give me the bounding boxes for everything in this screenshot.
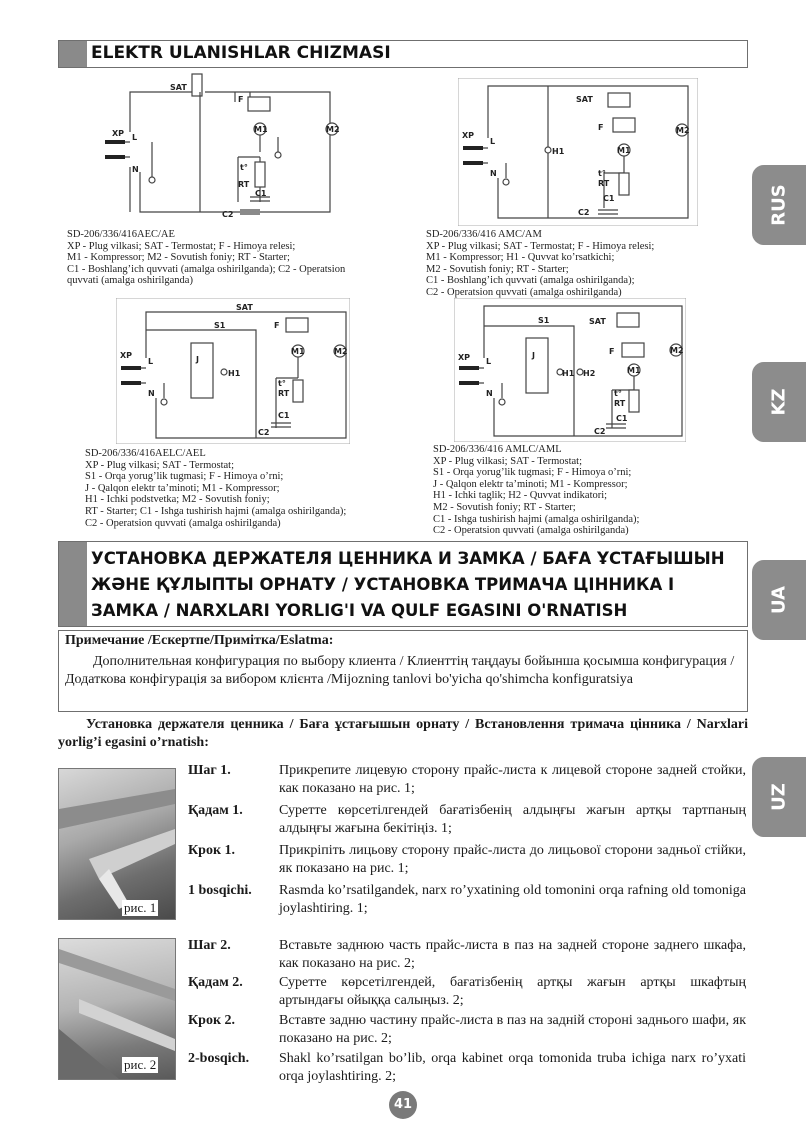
step-label: Шаг 2. <box>188 938 231 953</box>
svg-text:J: J <box>196 355 199 364</box>
svg-text:N: N <box>132 165 139 174</box>
svg-text:L: L <box>490 137 496 146</box>
svg-text:H1: H1 <box>228 369 241 378</box>
step-text: Вставте задню частину прайс-листа в паз на задній стороні заднього шафи, як показано на рис. 2; <box>279 1013 746 1046</box>
svg-text:H2: H2 <box>583 369 596 378</box>
svg-text:RT: RT <box>598 179 610 188</box>
tab-uz[interactable]: UZ <box>752 757 806 837</box>
svg-text:H1: H1 <box>562 369 575 378</box>
step-text: Прикріпіть лицьову сторону прайс-листа до лицьової сторони задньої стійки, як показано на рис. 1; <box>279 843 746 876</box>
diagram-caption-amc: SD-206/336/416 AMC/AM XP - Plug vilkasi; SAT - Termostat; F - Himoya relesi; M1 - Kompressor; H1 - Quvvat ko’rsatkichi; M2 - Sovutish foniy; RT - Starter; C1 - Boshlang’ich quvvati (amalga oshirilganda); C2 - Operatsion quvvati (amalga oshirilganda) <box>426 229 655 298</box>
svg-text:SAT: SAT <box>589 317 606 326</box>
svg-text:N: N <box>490 169 497 178</box>
svg-text:C2: C2 <box>258 428 270 437</box>
figure-2-photo <box>58 938 176 1080</box>
svg-text:C1: C1 <box>278 411 290 420</box>
svg-text:M2: M2 <box>334 347 348 356</box>
diagram-caption-amlc: SD-206/336/416 AMLC/AML XP - Plug vilkasi; SAT - Termostat; S1 - Orqa yorug’lik tugmasi; F - Himoya o’rni; J - Qalqon elektr ta’minoti; M1 - Kompressor; H1 - Ichki taglik; H2 - Quvvat indikatori; M2 - Sovutish foniy; RT - Starter; C1 - Ishga tushirish hajmi (amalga oshirilganda); C2 - Operatsion quvvati (amalga oshirilganda) <box>433 444 640 537</box>
svg-text:F: F <box>238 95 244 104</box>
wiring-diagram-amc <box>458 78 698 226</box>
figure-2-caption: рис. 2 <box>124 1057 157 1072</box>
step-text: Shakl ko’rsatilgan bo’lib, orqa kabinet orqa tomonida truba ichiga narx ro’yxati orqa joylashtiring. 2; <box>279 1051 746 1084</box>
step-label: Шаг 1. <box>188 763 231 778</box>
section-title-price-holder: УСТАНОВКА ДЕРЖАТЕЛЯ ЦЕННИКА И ЗАМКА / БАҒА ҰСТАҒЫШЫН ЖӘНЕ ҚҰЛЫПТЫ ОРНАТУ / УСТАНОВКА ТРИМАЧА ЦІННИКА І ЗАМКА / NARXLARI YORLIG'I VA QULF EGASINI O'RNATISH <box>91 549 725 620</box>
step-text: Rasmda ko’rsatilgandek, narx ro’yxatining old tomonini orqa rafning old tomoniga joylashtiring. 1; <box>279 883 746 916</box>
note-text: Дополнительная конфигурация по выбору клиента / Клиенттің таңдауы бойынша қосымша конфигурация / Додаткова конфігурація за вибором клієнта /Mijozning tanlovi bo'yicha qo'shimcha konfiguratsiya <box>65 654 735 687</box>
svg-text:SAT: SAT <box>576 95 593 104</box>
svg-text:SAT: SAT <box>170 83 187 92</box>
step-label: 2-bosqich. <box>188 1051 250 1066</box>
svg-text:RT: RT <box>238 180 250 189</box>
step-label: Крок 1. <box>188 843 236 858</box>
svg-text:t°: t° <box>240 163 248 172</box>
step-text: Суретте көрсетілгендей, бағатізбенің артқы жағын артқы шкафтың артындағы ойыққа салыңыз. 2; <box>279 975 746 1008</box>
wiring-diagram-aec <box>100 72 350 232</box>
svg-text:N: N <box>148 389 155 398</box>
svg-text:t°: t° <box>598 169 606 178</box>
svg-text:C1: C1 <box>616 414 628 423</box>
figure-1-photo <box>58 768 176 920</box>
wiring-diagram-aelc <box>116 298 350 444</box>
step-text: Вставьте заднюю часть прайс-листа в паз на задней стороне заднего шкафа, как показано на рис. 2; <box>279 938 746 971</box>
step-label: Қадам 2. <box>188 975 243 990</box>
svg-text:C1: C1 <box>603 194 615 203</box>
step-label: Крок 2. <box>188 1013 236 1028</box>
svg-text:M1: M1 <box>291 347 305 356</box>
svg-text:S1: S1 <box>214 321 226 330</box>
section-header-wiring <box>58 40 748 68</box>
svg-text:XP: XP <box>462 131 475 140</box>
tab-kz[interactable]: KZ <box>752 362 806 442</box>
svg-text:S1: S1 <box>538 316 550 325</box>
svg-text:M2: M2 <box>326 125 340 134</box>
svg-text:RT: RT <box>278 389 290 398</box>
section-header-price-holder <box>58 541 748 627</box>
svg-text:L: L <box>148 357 154 366</box>
tab-ua[interactable]: UA <box>752 560 806 640</box>
svg-text:M2: M2 <box>676 126 690 135</box>
svg-text:C2: C2 <box>578 208 590 217</box>
step-text: Суретте көрсетілгендей бағатізбенің алдыңғы жағын артқы тартпаның алдыңғы жағына бекітіңіз. 1; <box>279 803 746 836</box>
tab-rus[interactable]: RUS <box>752 165 806 245</box>
svg-text:N: N <box>486 389 493 398</box>
header-accent-bar <box>59 41 87 67</box>
note-heading: Примечание /Ескертпе/Примітка/Eslatma: <box>65 633 334 648</box>
figure-1-caption: рис. 1 <box>124 900 157 915</box>
step-label: 1 bosqichi. <box>188 883 252 898</box>
svg-text:F: F <box>598 123 604 132</box>
svg-text:H1: H1 <box>552 147 565 156</box>
svg-text:SAT: SAT <box>236 303 253 312</box>
svg-text:M1: M1 <box>627 366 641 375</box>
svg-text:M1: M1 <box>254 125 268 134</box>
svg-text:M1: M1 <box>617 146 631 155</box>
svg-text:XP: XP <box>458 353 471 362</box>
svg-text:M2: M2 <box>670 346 684 355</box>
svg-text:C2: C2 <box>222 210 234 219</box>
header-accent-bar <box>59 542 87 626</box>
svg-text:L: L <box>132 133 138 142</box>
svg-text:C1: C1 <box>255 189 267 198</box>
svg-text:F: F <box>274 321 280 330</box>
svg-text:C2: C2 <box>594 427 606 436</box>
svg-text:t°: t° <box>614 389 622 398</box>
svg-text:XP: XP <box>120 351 133 360</box>
svg-text:F: F <box>609 347 615 356</box>
diagram-caption-aec: SD-206/336/416AEC/AE XP - Plug vilkasi; SAT - Termostat; F - Himoya relesi; M1 - Kompressor; M2 - Sovutish foniy; RT - Starter; C1 - Boshlang’ich quvvati (amalga oshirilganda); C2 - Operatsion quvvati (amalga oshirilganda) <box>67 229 346 287</box>
svg-text:J: J <box>532 351 535 360</box>
step-label: Қадам 1. <box>188 803 243 818</box>
svg-text:RT: RT <box>614 399 626 408</box>
svg-text:L: L <box>486 357 492 366</box>
diagram-caption-aelc: SD-206/336/416AELC/AEL XP - Plug vilkasi; SAT - Termostat; S1 - Orqa yorug’lik tugmasi; F - Himoya o’rni; J - Qalqon elektr ta’minoti; M1 - Kompressor; H1 - Ichki podstvetka; M2 - Sovutish foniy; RT - Starter; C1 - Ishga tushirish hajmi (amalga oshirilganda); C2 - Operatsion quvvati (amalga oshirilganda) <box>85 448 347 529</box>
install-intro: Установка держателя ценника / Баға ұстағышын орнату / Встановлення тримача цінника / Narxlari yorlig’i egasini o’rnatish: <box>58 717 748 750</box>
section-title-wiring: ELEKTR ULANISHLAR CHIZMASI <box>91 43 391 63</box>
wiring-diagram-amlc <box>454 298 686 442</box>
step-text: Прикрепите лицевую сторону прайс-листа к лицевой стороне задней стойки, как показано на рис. 1; <box>279 763 746 796</box>
svg-text:XP: XP <box>112 129 125 138</box>
svg-text:t°: t° <box>278 379 286 388</box>
page-number: 41 <box>389 1091 417 1119</box>
note-box <box>58 630 748 712</box>
